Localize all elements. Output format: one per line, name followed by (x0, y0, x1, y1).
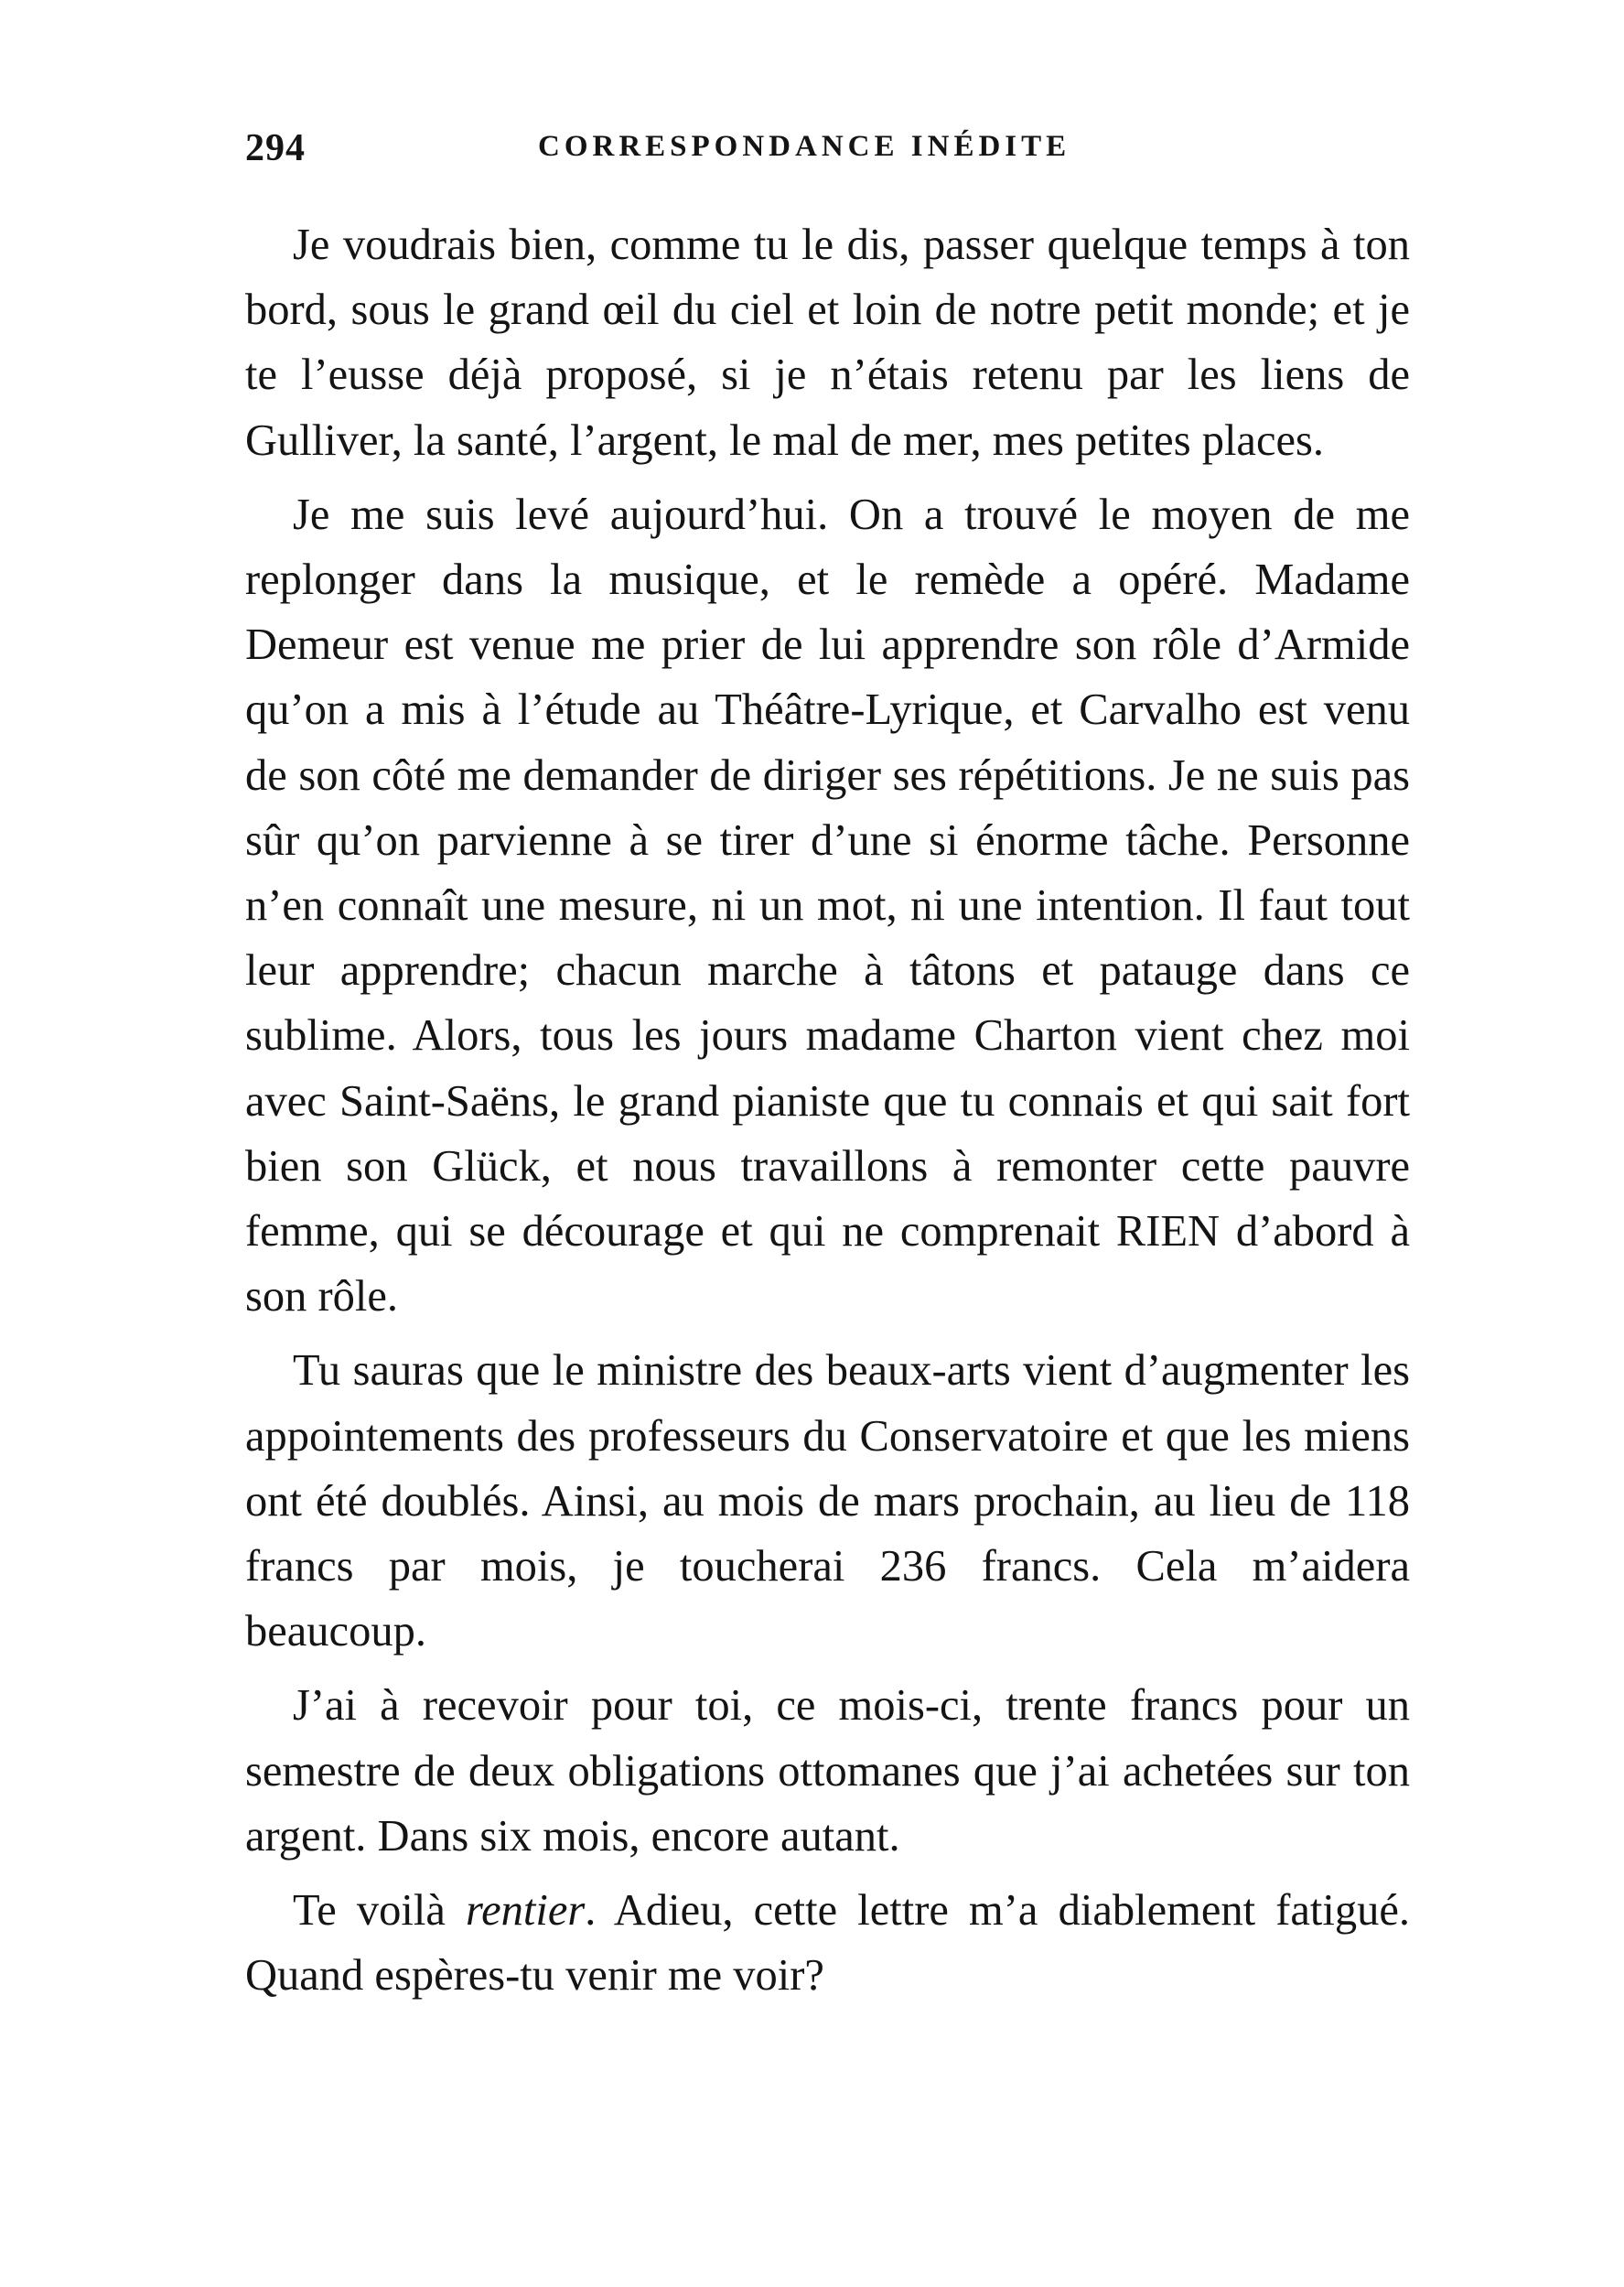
running-title: CORRESPONDANCE INÉDITE (538, 130, 1071, 163)
paragraph-5-end: . Adieu, cette lettre m’a diablement fatigué. Quand espères-tu venir me voir? (245, 1886, 1410, 2001)
page-number: 294 (245, 127, 306, 169)
paragraph-5-start: Te voilà (293, 1886, 467, 1936)
paragraph-3: Tu sauras que le ministre des beaux-arts vient d’augmenter les appointements des professeurs du Conservatoire et que les miens ont été doublés. Ainsi, au mois de mars prochain, au lieu de 118 francs par mois, je toucherai 236 francs. Cela m’aidera beaucoup. (245, 1346, 1410, 1656)
page-header (245, 126, 1435, 181)
italic-word-rentier: rentier (466, 1886, 586, 1936)
paragraph-4: J’ai à recevoir pour toi, ce mois-ci, trente francs pour un semestre de deux obligations ottomanes que j’ai achetées sur ton argent. Dans six mois, encore autant. (245, 1681, 1410, 1861)
letter-body (245, 212, 1410, 2017)
paragraph-1: Je voudrais bien, comme tu le dis, passer quelque temps à ton bord, sous le grand œil du ciel et loin de notre petit monde; et je te l’eusse déjà proposé, si je n’étais retenu par les liens de Gulliver, la santé, l’argent, le mal de mer, mes petites places. (245, 221, 1410, 465)
paragraph-5 (245, 1878, 1410, 2008)
paragraph-2: Je me suis levé aujourd’hui. On a trouvé le moyen de me replonger dans la musique, et le remède a opéré. Madame Demeur est venue me prier de lui apprendre son rôle d’Armide qu’on a mis à l’étude au Théâtre-Lyrique, et Carvalho est venu de son côté me demander de diriger ses répétitions. Je ne suis pas sûr qu’on parvienne à se tirer d’une si énorme tâche. Personne n’en connaît une mesure, ni un mot, ni une intention. Il faut tout leur apprendre; chacun marche à tâtons et patauge dans ce sublime. Alors, tous les jours madame Charton vient chez moi avec Saint-Saëns, le grand pianiste que tu connais et qui sait fort bien son Glück, et nous travaillons à remonter cette pauvre femme, qui se décourage et qui ne comprenait RIEN d’abord à son rôle. (245, 490, 1410, 1321)
